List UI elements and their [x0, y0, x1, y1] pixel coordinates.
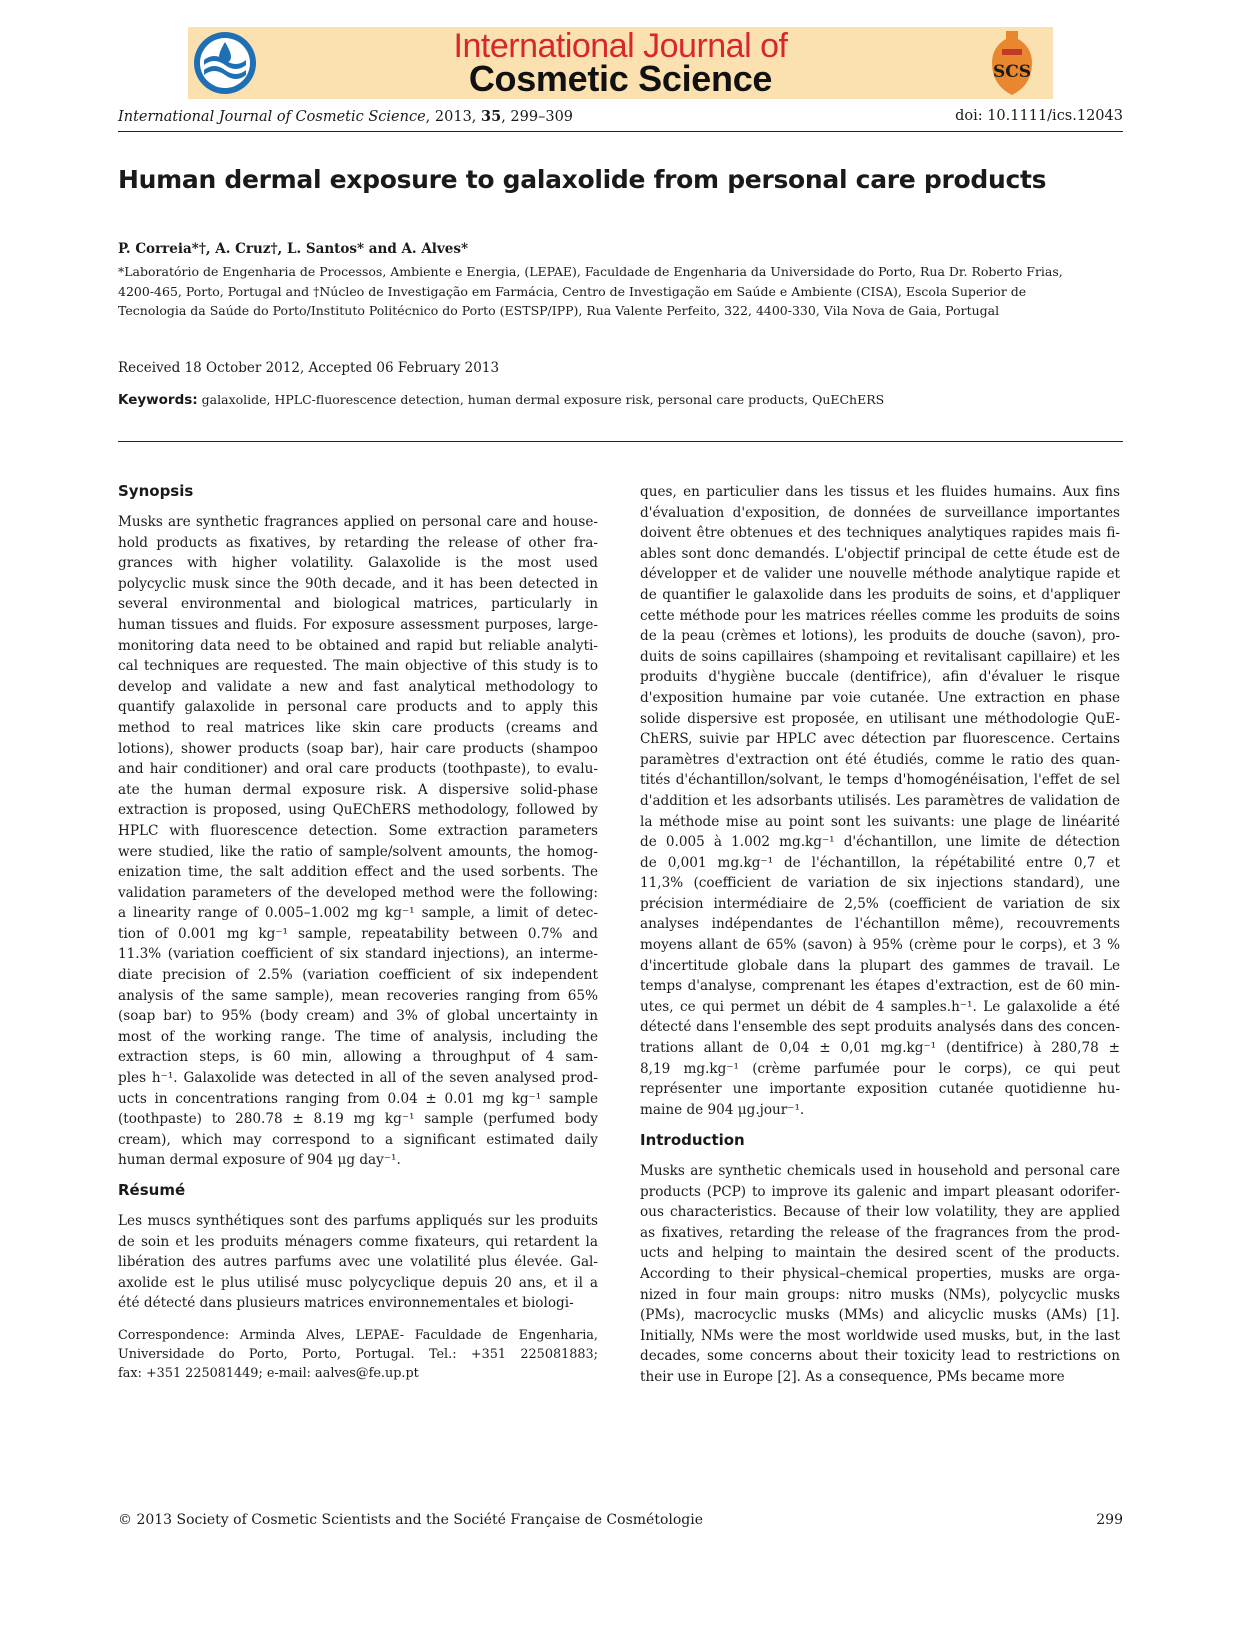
text-line: Musks are synthetic fragrances applied on personal care and house- — [118, 514, 598, 530]
text-line: ChERS, suivie par HPLC avec détection par fluorescence. Certains — [640, 731, 1120, 748]
text-line: de quantifier le galaxolide dans les produits de soins, et d'appliquer — [640, 586, 1120, 603]
text-line: développer et de valider une nouvelle méthode analytique rapide et — [640, 566, 1120, 583]
journal-title-line2: Cosmetic Science — [468, 58, 773, 99]
text-line: most of the working range. The time of analysis, including the — [118, 1028, 598, 1045]
text-line: solide dispersive est proposée, en utilisant une méthodologie QuE- — [640, 710, 1120, 727]
text-line: 11,3% (coefficient de variation de six injections standard), une — [640, 875, 1120, 892]
keywords-label: Keywords: — [118, 392, 198, 408]
text-line: temps d'analyse, comprenant les étapes d'extraction, est de 60 min- — [640, 978, 1120, 995]
text-line: précision intermédiaire de 2,5% (coefficient de variation de six — [640, 895, 1120, 912]
text-line: human tissues and fluids. For exposure assessment purposes, large- — [118, 616, 598, 633]
header-rule — [118, 131, 1123, 132]
text-line: Musks are synthetic chemicals used in household and personal care — [640, 1163, 1120, 1179]
text-line: grances with higher volatility. Galaxolide is the most used — [118, 555, 598, 572]
text-line: duits de soins capillaires (shampoing et revitalisant capillaire) et les — [640, 648, 1120, 665]
introduction-heading: Introduction — [640, 1131, 745, 1149]
text-line: ables sont donc demandés. L'objectif principal de cette étude est de — [640, 545, 1120, 562]
introduction-text — [640, 1161, 1120, 1388]
resume-text — [118, 1211, 598, 1314]
text-line: method to real matrices like skin care products (creams and — [118, 719, 598, 736]
keywords-list: galaxolide, HPLC-fluorescence detection, human dermal exposure risk, personal care products, QuEChERS — [197, 392, 885, 407]
text-line: HPLC with fluorescence detection. Some extraction parameters — [118, 822, 598, 839]
citation-header — [118, 108, 573, 125]
text-line: 8,19 mg.kg⁻¹ (crème parfumée pour le corps), ce qui peut — [640, 1060, 1120, 1077]
text-line: (PMs), macrocyclic musks (MMs) and alicyclic musks (AMs) [1]. — [640, 1307, 1120, 1324]
text-line: decades, some concerns about their toxicity lead to restrictions on — [640, 1348, 1120, 1365]
text-line: fax: +351 225081449; e-mail: aalves@fe.up.pt — [118, 1366, 419, 1381]
text-line: moyens allant de 65% (savon) à 95% (crème pour le corps), et 3 % — [640, 937, 1120, 954]
text-line: validation parameters of the developed method were the following: — [118, 884, 598, 901]
text-line: utes, ce qui permet un débit de 4 samples.h⁻¹. Le galaxolide a été — [640, 998, 1120, 1015]
journal-title-line1: International Journal of — [453, 27, 788, 65]
text-line: were studied, like the ratio of sample/solvent amounts, the homog- — [118, 843, 598, 860]
text-line: monitoring data need to be obtained and rapid but reliable analyti- — [118, 637, 598, 654]
text-line: Universidade do Porto, Porto, Portugal. Tel.: +351 225081883; — [118, 1347, 598, 1362]
text-line: doivent être obtenues et des techniques analytiques rapides mais fi- — [640, 525, 1120, 542]
text-line: maine de 904 μg.jour⁻¹. — [640, 1101, 805, 1118]
text-line: représenter une importante exposition cutanée quotidienne hu- — [640, 1081, 1120, 1098]
text-line: enization time, the salt addition effect and the used sorbents. The — [118, 864, 598, 881]
text-line: as fixatives, retarding the release of the fragrances from the prod- — [640, 1224, 1120, 1241]
affiliation-line: 4200-465, Porto, Portugal and †Núcleo de Investigação em Farmácia, Centro de Investigação em Saúde e Ambiente (CISA), Escola Superior de — [118, 283, 1027, 299]
author-list: P. Correia*†, A. Cruz†, L. Santos* and A. Alves* — [118, 241, 469, 257]
text-line: extraction is proposed, using QuEChERS methodology, followed by — [118, 802, 598, 819]
text-line: d'addition et les adsorbants utilisés. Les paramètres de validation de — [640, 792, 1120, 809]
text-line: and hair conditioner) and oral care products (toothpaste), to evalu- — [118, 761, 598, 778]
text-line: ples h⁻¹. Galaxolide was detected in all of the seven analysed prod- — [118, 1070, 598, 1087]
text-line: axolide est le plus utilisé musc polycyclique depuis 20 ans, et il a — [118, 1274, 598, 1291]
text-line: Initially, NMs were the most worldwide used musks, but, in the last — [640, 1327, 1120, 1344]
text-line: (toothpaste) to 280.78 ± 8.19 mg kg⁻¹ sample (perfumed body — [118, 1111, 598, 1128]
text-line: analysis of the same sample), mean recoveries ranging from 65% — [118, 987, 598, 1004]
text-line: extraction steps, is 60 min, allowing a throughput of 4 sam- — [118, 1049, 598, 1066]
text-line: d'incertitude globale dans la plupart des gammes de travail. Le — [640, 957, 1120, 974]
text-line: de la peau (crèmes et lotions), les produits de douche (savon), pro- — [640, 628, 1120, 645]
keywords — [118, 392, 884, 408]
text-line: products (PCP) to improve its galenic and impart pleasant odorifer- — [640, 1183, 1120, 1200]
copyright-footer: © 2013 Society of Cosmetic Scientists and the Société Française de Cosmétologie — [118, 1512, 703, 1528]
text-line: détecté dans l'ensemble des sept produits analysés dans des concen- — [640, 1019, 1120, 1036]
scs-society-logo-icon — [988, 29, 1036, 97]
text-line: ous characteristics. Because of their low volatility, they are applied — [640, 1204, 1120, 1221]
text-line: diate precision of 2.5% (variation coefficient of six independent — [118, 967, 598, 984]
text-line: tion of 0.001 mg kg⁻¹ sample, repeatability between 0.7% and — [118, 925, 598, 942]
text-line: cream), which may correspond to a significant estimated daily — [118, 1131, 598, 1148]
text-line: cal techniques are requested. The main objective of this study is to — [118, 658, 598, 675]
text-line: ate the human dermal exposure risk. A dispersive solid-phase — [118, 781, 598, 798]
synopsis-heading: Synopsis — [118, 482, 194, 500]
citation-journal: International Journal of Cosmetic Science — [118, 109, 426, 125]
text-line: lotions), shower products (soap bar), hair care products (shampoo — [118, 740, 598, 757]
affiliations — [118, 262, 1123, 321]
text-line: several environmental and biological matrices, particularly in — [118, 596, 598, 613]
text-line: la méthode mise au point sont les suivants: une plage de linéarité — [640, 813, 1120, 830]
text-line: trations allant de 0,04 ± 0,01 mg.kg⁻¹ (dentifrice) à 280,78 ± — [640, 1040, 1120, 1057]
journal-banner — [188, 27, 1053, 99]
text-line: paramètres d'extraction ont été étudiés, comme le ratio des quan- — [640, 751, 1120, 768]
text-line: human dermal exposure of 904 μg day⁻¹. — [118, 1152, 401, 1169]
text-line: libération des autres parfums avec une volatilité plus élevée. Gal- — [118, 1254, 598, 1271]
text-line: According to their physical–chemical properties, musks are orga- — [640, 1265, 1120, 1282]
text-line: Correspondence: Arminda Alves, LEPAE- Faculdade de Engenharia, — [118, 1328, 598, 1343]
text-line: de soin et les produits ménagers comme fixateurs, qui retardent la — [118, 1233, 598, 1250]
text-line: ucts and helping to maintain the desired scent of the products. — [640, 1245, 1120, 1262]
text-line: nized in four main groups: nitro musks (NMs), polycyclic musks — [640, 1286, 1120, 1303]
text-line: tités d'échantillon/solvant, le temps d'homogénéisation, l'effet de sel — [640, 772, 1120, 789]
text-line: a linearity range of 0.005–1.002 mg kg⁻¹ sample, a limit of detec- — [118, 905, 598, 922]
received-dates: Received 18 October 2012, Accepted 06 February 2013 — [118, 360, 500, 376]
text-line: été détecté dans plusieurs matrices environnementales et biologi- — [118, 1295, 574, 1312]
text-line: develop and validate a new and fast analytical methodology to — [118, 678, 598, 695]
correspondence-note — [118, 1326, 598, 1383]
citation-pages: , 299–309 — [501, 109, 574, 125]
text-line: Les muscs synthétiques sont des parfums appliqués sur les produits — [118, 1213, 598, 1229]
text-line: polycyclic musk since the 90th decade, and it has been detected in — [118, 575, 598, 592]
text-line: hold products as fixatives, by retarding the release of other fra- — [118, 534, 598, 551]
text-line: 11.3% (variation coefficient of six standard injections), an interme- — [118, 946, 598, 963]
text-line: ques, en particulier dans les tissus et les fluides humains. Aux fins — [640, 484, 1120, 500]
text-line: ucts in concentrations ranging from 0.04 ± 0.01 mg kg⁻¹ sample — [118, 1090, 598, 1107]
affiliation-line: Tecnologia da Saúde do Porto/Instituto Politécnico do Porto (ESTSP/IPP), Rua Valente Perfeito, 322, 4400-330, Vila Nova de Gaia, Portugal — [118, 303, 1000, 318]
citation-volume: 35 — [481, 108, 502, 125]
section-rule — [118, 441, 1123, 442]
text-line: d'évaluation d'exposition, de données de surveillance importantes — [640, 504, 1120, 521]
affiliation-line: *Laboratório de Engenharia de Processos, Ambiente e Energia, (LEPAE), Faculdade de Engenharia da Universidade do Porto, Rua Dr. Roberto Frias, — [118, 264, 1063, 279]
doi-link[interactable]: doi: 10.1111/ics.12043 — [955, 108, 1123, 124]
text-line: their use in Europe [2]. As a consequence, PMs became more — [640, 1368, 1065, 1385]
article-title: Human dermal exposure to galaxolide from personal care products — [118, 165, 1047, 194]
text-line: quantify galaxolide in personal care products and to apply this — [118, 699, 598, 716]
text-line: (soap bar) to 95% (body cream) and 3% of global uncertainty in — [118, 1008, 598, 1025]
synopsis-text — [118, 512, 598, 1171]
text-line: de 0,001 mg.kg⁻¹ de l'échantillon, la répétabilité entre 0,7 et — [640, 854, 1120, 871]
scs-logo-text: SCS — [992, 62, 1032, 82]
resume-continued-text — [640, 482, 1120, 1120]
text-line: d'exposition humaine par voie cutanée. Une extraction en phase — [640, 689, 1120, 706]
citation-year: , 2013, — [425, 109, 482, 125]
text-line: de 0.005 à 1.002 mg.kg⁻¹ d'échantillon, une limite de détection — [640, 834, 1120, 851]
text-line: produits d'hygiène buccale (dentifrice), afin d'évaluer le risque — [640, 669, 1120, 686]
resume-heading: Résumé — [118, 1181, 186, 1199]
text-line: cette méthode pour les matrices réelles comme les produits de soins — [640, 607, 1120, 624]
text-line: analyses indépendantes de l'échantillon même), recouvrements — [640, 916, 1120, 933]
page-number: 299 — [1096, 1512, 1123, 1528]
